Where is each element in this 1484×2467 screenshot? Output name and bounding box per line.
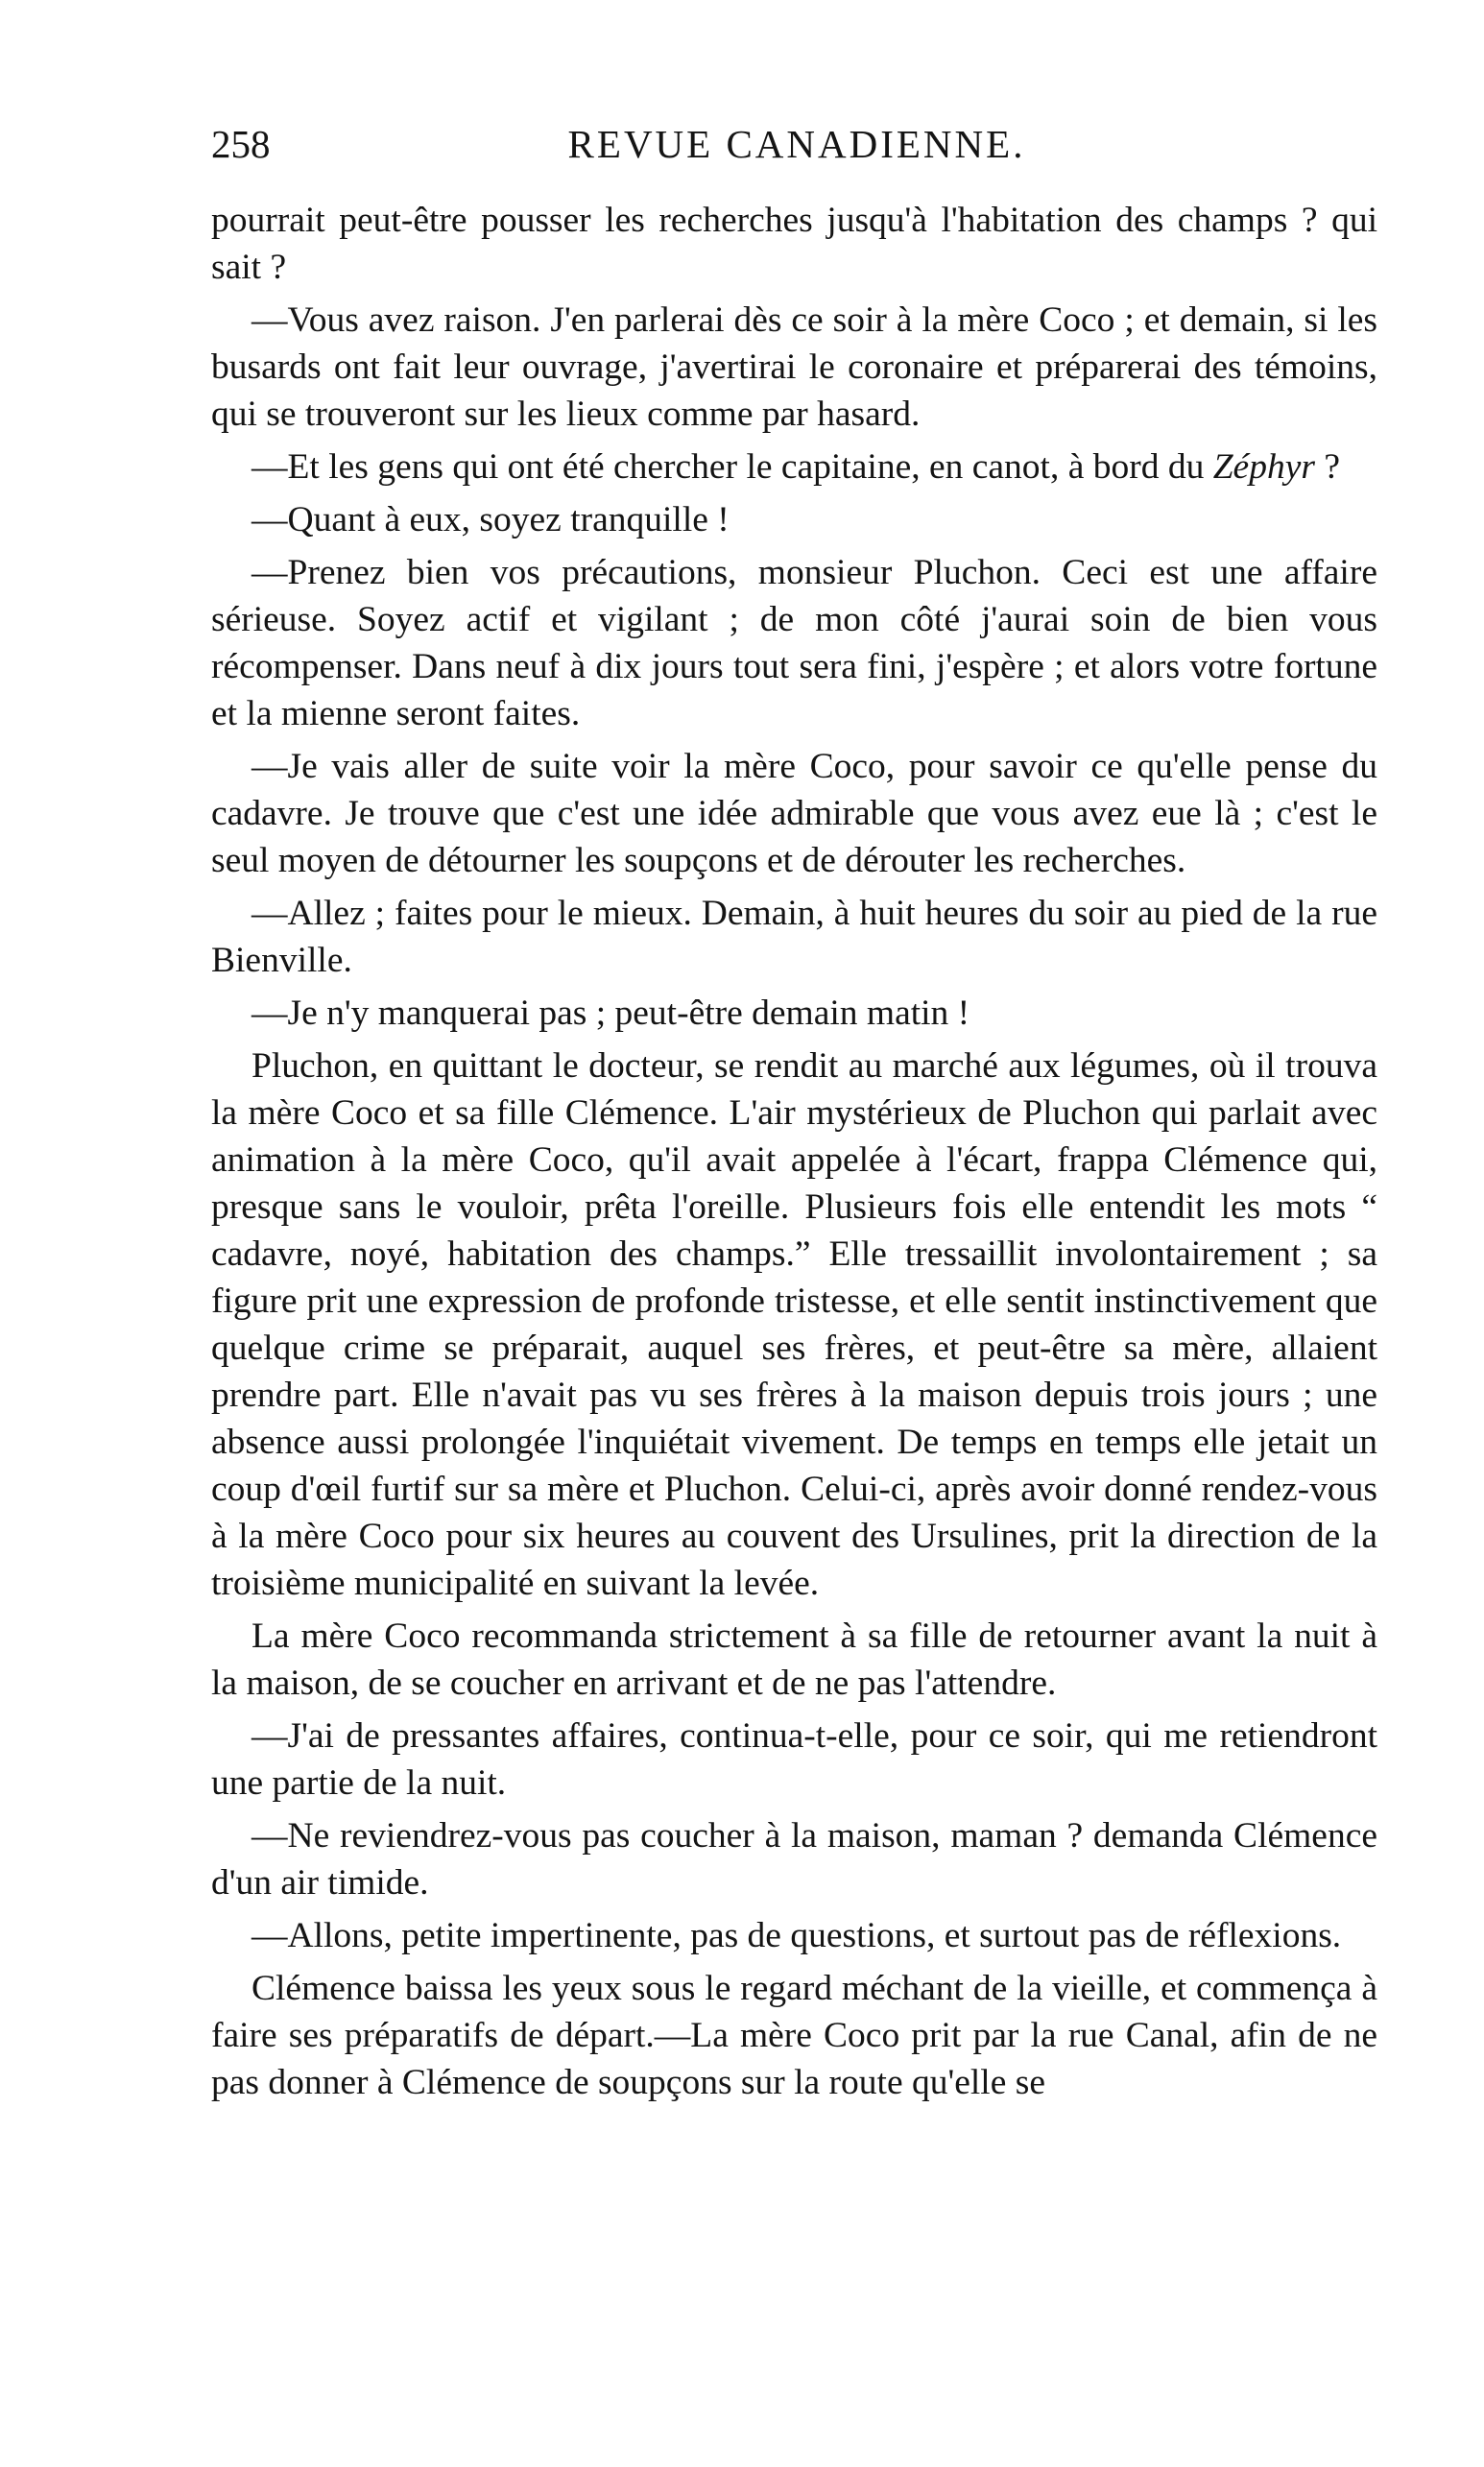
paragraph-3 <box>211 443 1377 491</box>
paragraph-12: —Ne reviendrez-vous pas coucher à la maison, maman ? demanda Clémence d'un air timide. <box>211 1816 1377 1903</box>
running-head <box>211 115 1382 173</box>
body-text <box>211 197 1377 2112</box>
paragraph-14: Clémence baissa les yeux sous le regard méchant de la vieille, et commença à faire ses préparatifs de départ.—La mère Coco prit par la rue Canal, afin de ne pas donner à Clémence de soupçons sur la route qu'elle se <box>211 1969 1377 2102</box>
ship-name: Zéphyr <box>1212 447 1315 487</box>
paragraph-11: —J'ai de pressantes affaires, continua-t-elle, pour ce soir, qui me retiendront une partie de la nuit. <box>211 1716 1377 1803</box>
paragraph-10: La mère Coco recommanda strictement à sa fille de retourner avant la nuit à la maison, de se coucher en arrivant et de ne pas l'attendre. <box>211 1617 1377 1703</box>
paragraph-1: pourrait peut-être pousser les recherches jusqu'à l'habitation des champs ? qui sait ? <box>211 201 1377 287</box>
page-number: 258 <box>211 122 271 166</box>
paragraph-4: —Quant à eux, soyez tranquille ! <box>251 500 730 539</box>
paragraph-3-text: —Et les gens qui ont été chercher le capitaine, en canot, à bord du <box>251 447 1213 487</box>
paragraph-7: —Allez ; faites pour le mieux. Demain, à huit heures du soir au pied de la rue Bienville. <box>211 894 1377 980</box>
paragraph-6: —Je vais aller de suite voir la mère Coco, pour savoir ce qu'elle pense du cadavre. Je trouve que c'est une idée admirable que vous avez eue là ; c'est le seul moyen de détourner les soupçons et de dérouter les recherches. <box>211 747 1377 880</box>
paragraph-8: —Je n'y manquerai pas ; peut-être demain matin ! <box>251 994 970 1033</box>
paragraph-3-end: ? <box>1314 447 1340 487</box>
paragraph-5: —Prenez bien vos précautions, monsieur Pluchon. Ceci est une affaire sérieuse. Soyez actif et vigilant ; de mon côté j'aurai soin de bien vous récompenser. Dans neuf à dix jours tout sera fini, j'espère ; et alors votre fortune et la mienne seront faites. <box>211 553 1377 733</box>
paragraph-9: Pluchon, en quittant le docteur, se rendit au marché aux légumes, où il trouva la mère Coco et sa fille Clémence. L'air mystérieux de Pluchon qui parlait avec animation à la mère Coco, qu'il avait appelée à l'écart, frappa Clémence qui, presque sans le vouloir, prêta l'oreille. Plusieurs fois elle entendit les mots “ cadavre, noyé, habitation des champs.” Elle tressaillit involontairement ; sa figure prit une expression de profonde tristesse, et elle sentit instinctivement que quelque crime se préparait, auquel ses frères, et peut-être sa mère, allaient prendre part. Elle n'avait pas vu ses frères à la maison depuis trois jours ; une absence aussi prolongée l'inquiétait vivement. De temps en temps elle jetait un coup d'œil furtif sur sa mère et Pluchon. Celui-ci, après avoir donné rendez-vous à la mère Coco pour six heures au couvent des Ursulines, prit la direction de la troisième municipalité en suivant la levée. <box>211 1046 1377 1603</box>
paragraph-2: —Vous avez raison. J'en parlerai dès ce soir à la mère Coco ; et demain, si les busards ont fait leur ouvrage, j'avertirai le coronaire et préparerai des témoins, qui se trouveront sur les lieux comme par hasard. <box>211 300 1377 434</box>
journal-title: REVUE CANADIENNE. <box>567 122 1026 166</box>
paragraph-13: —Allons, petite impertinente, pas de questions, et surtout pas de réflexions. <box>251 1916 1342 1955</box>
